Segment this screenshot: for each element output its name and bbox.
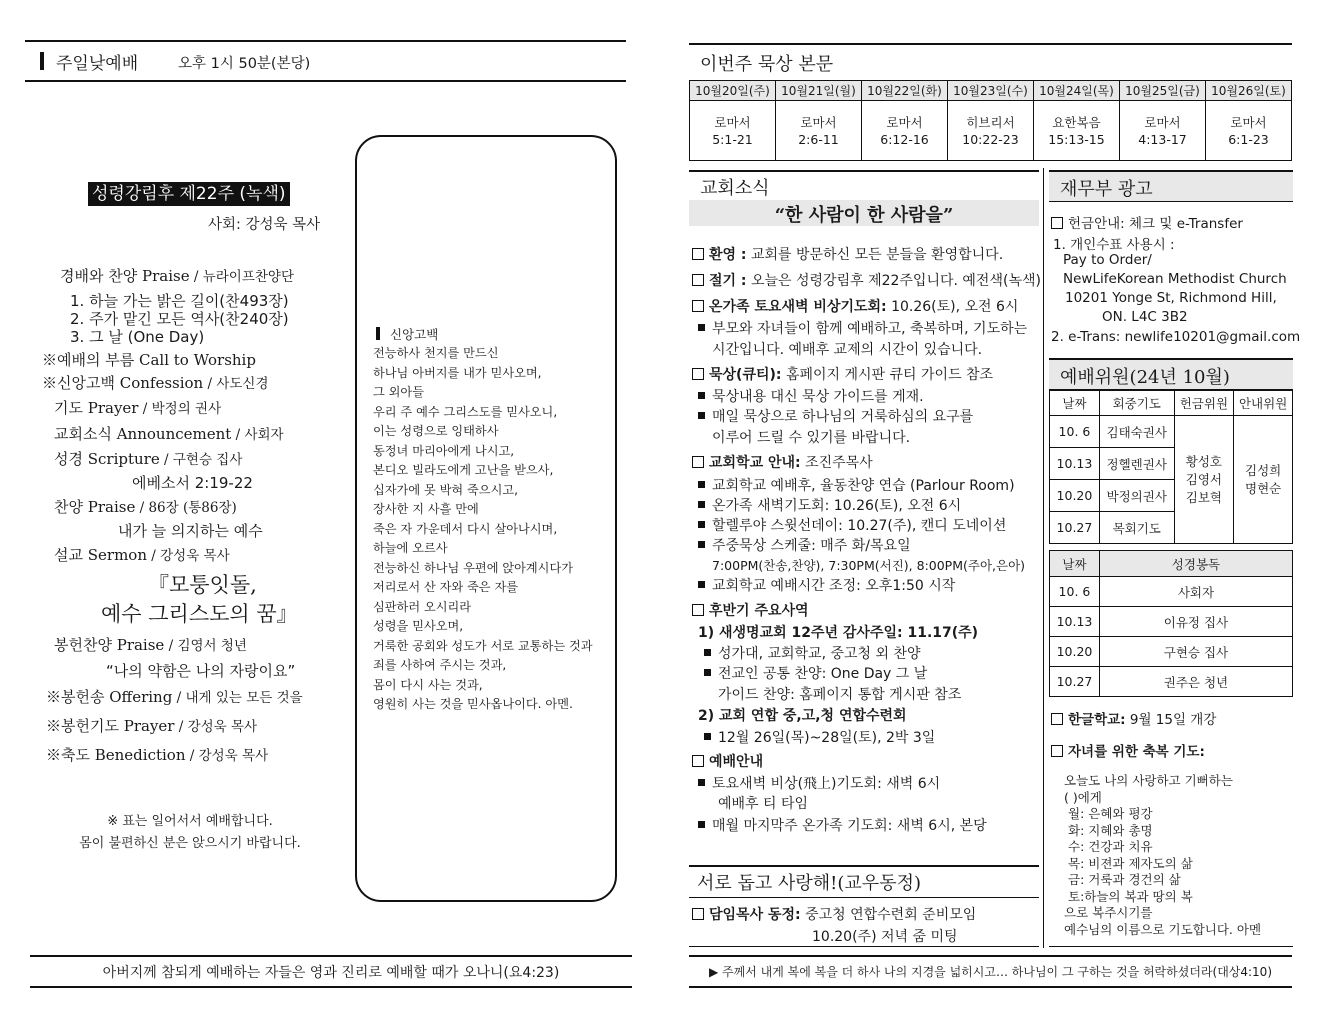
creed-line: 몸이 다시 사는 것과, [373,677,483,692]
creed-line: 저리로서 산 자와 죽은 자를 [373,580,519,594]
news-item: 온가족 새벽기도회: 10.26(토), 오전 6시 [698,495,961,515]
news-school: 교회학교 안내: 조진주목사 [692,452,873,472]
reading-date: 10월23일(수) [948,81,1034,101]
reading-date: 10월21일(월) [776,81,862,101]
child-prayer-title: 자녀를 위한 축복 기도: [1051,740,1205,760]
worship-time: 오후 1시 50분(본당) [178,56,311,72]
finance-line: 10201 Yonge St, Richmond Hill, [1065,290,1277,306]
creed-line: 하나님 아버지를 내가 믿사오며, [373,365,542,380]
creed-line: 동정녀 마리아에게 나시고, [373,443,515,458]
reading-section-title: 이번주 묵상 본문 [700,54,834,75]
news-plan: 후반기 주요사역 [692,600,809,620]
reading-date: 10월22일(화) [862,81,948,101]
reading-passage: 로마서 2:6-11 [776,101,862,161]
creed-line: 십자가에 못 박혀 죽으시고, [373,482,519,497]
child-prayer-line: 오늘도 나의 사랑하고 기뻐하는 [1064,773,1233,788]
creed-line: 영원히 사는 것을 믿사옵나이다. 아멘. [373,697,573,711]
creed-line: 성령을 믿사오며, [373,619,464,633]
reading-date: 10월24일(목) [1034,81,1120,101]
order-hymn: 찬양 Praise / 86장 (통86장) [54,498,237,516]
news-item: 부모와 자녀들이 함께 예배하고, 축복하며, 기도하는 [698,318,1027,338]
news-item: 성가대, 교회학교, 중고청 외 찬양 [704,643,921,663]
finance-line: Pay to Order/ [1063,252,1152,268]
divider [689,946,1039,947]
news-dawn-prayer: 온가족 토요새벽 비상기도회: 10.26(토), 오전 6시 [692,296,1018,316]
child-prayer-line: 목: 비젼과 제자도의 삶 [1068,855,1193,871]
reading-passage: 로마서 6:1-23 [1206,101,1292,161]
reading-date: 10월25일(금) [1120,81,1206,101]
roster-offering-team: 황성호 김영서 김보혁 [1174,416,1234,544]
news-item: 주중묵상 스케줄: 매주 화/목요일 [698,535,911,555]
header-marker [40,52,44,70]
footer-verse: 아버지께 참되게 예배하는 자들은 영과 진리로 예배할 때가 오나니(요4:23) [102,965,560,981]
roster-prayer: 김태숙권사 [1099,416,1174,448]
creed-line: 우리 주 예수 그리스도를 믿사오니, [373,404,558,419]
news-qt: 묵상(큐티): 홈페이지 게시판 큐티 가이드 참조 [692,364,993,384]
korean-school: 한글학교: 9월 15일 개강 [1051,708,1216,728]
creed-box [355,135,617,902]
creed-line: 장사한 지 사흘 만에 [373,502,479,516]
creed-marker [376,327,380,340]
creed-line: 이는 성령으로 잉태하사 [373,424,499,438]
child-prayer-line: 금: 거룩과 경건의 삶 [1068,872,1181,887]
creed-line: 전능하신 하나님 우편에 앉아계시다가 [373,560,573,575]
roster-header: 날짜 [1050,391,1100,416]
order-call: ※예배의 부름 Call to Worship [42,351,256,369]
order-sermon: 설교 Sermon / 강성욱 목사 [54,546,230,564]
divider [689,43,1292,45]
order-scripture: 성경 Scripture / 구현승 집사 [54,450,243,468]
roster-prayer: 목회기도 [1099,512,1174,544]
special-praise-title: “나의 약함은 나의 자랑이요” [106,662,296,680]
presider: 사회: 강성욱 목사 [208,217,321,233]
bible-date: 10.20 [1050,637,1100,667]
reading-passage: 로마서 5:1-21 [690,101,776,161]
order-praise: 경배와 찬양 Praise / 뉴라이프찬양단 [60,267,294,285]
creed-title: 신앙고백 [390,327,439,342]
child-prayer-line: 토:하늘의 복과 땅의 복 [1068,888,1193,904]
roster-usher-team: 김성희 명현순 [1234,416,1293,544]
finance-head: 헌금안내: 체크 및 e-Transfer [1051,212,1243,232]
sermon-title-line: 『모퉁잇돌, [148,573,257,597]
creed-line: 하늘에 오르사 [373,541,448,555]
news-item: 매월 마지막주 온가족 기도회: 새벽 6시, 본당 [698,815,987,835]
divider [25,40,626,42]
reading-passage: 로마서 4:13-17 [1120,101,1206,161]
news-item: 가이드 찬양: 홈페이지 통합 게시판 참조 [718,687,962,703]
child-prayer-line: ( )에게 [1064,789,1102,805]
bible-date: 10. 6 [1050,577,1100,607]
bible-reading-table [1049,550,1293,697]
child-prayer-line: 월: 은혜와 평강 [1068,806,1153,821]
news-item: 2) 교회 연합 중,고,청 연합수련회 [698,708,907,724]
news-banner: “한 사람이 한 사람을” [774,205,954,226]
roster-prayer: 정헬렌권사 [1099,448,1174,480]
reading-passage: 로마서 6:12-16 [862,101,948,161]
reading-passage: 히브리서 10:22-23 [948,101,1034,161]
news-item: 교회학교 예배후, 율동찬양 연습 (Parlour Room) [698,475,1015,495]
season-label: 성령강림후 제22주 (녹색) [88,182,290,206]
news-service: 예배안내 [692,751,763,771]
news-item: 이루어 드릴 수 있기를 바랍니다. [712,430,911,446]
finance-line: NewLifeKorean Methodist Church [1063,271,1287,287]
divider [30,955,632,957]
divider [30,986,632,988]
divider [689,865,1039,867]
reading-date: 10월20일(주) [690,81,776,101]
roster-table [1049,390,1293,544]
creed-line: 전능하사 천지를 만드신 [373,346,499,360]
hymn-list-item: 2. 주가 맡긴 모든 역사(찬240장) [70,310,289,328]
order-offering-prayer: ※봉헌기도 Prayer / 강성욱 목사 [46,717,258,735]
order-benediction: ※축도 Benediction / 강성욱 목사 [46,746,269,764]
roster-date: 10.20 [1050,480,1100,512]
roster-date: 10.27 [1050,512,1100,544]
reading-table [689,80,1292,161]
order-special-praise: 봉헌찬양 Praise / 김영서 청년 [54,636,247,654]
divider [689,897,1039,898]
news-item: 매일 묵상으로 하나님의 거룩하심의 요구를 [698,406,973,426]
news-item: 토요새벽 비상(飛上)기도회: 새벽 6시 [698,773,940,793]
finance-line: 1. 개인수표 사용시 : [1053,237,1175,253]
reading-passage: 요한복음 15:13-15 [1034,101,1120,161]
news-item: 묵상내용 대신 묵상 가이드를 게재. [698,386,924,406]
divider [25,80,626,82]
bible-reader: 이유정 집사 [1099,607,1292,637]
creed-line: 그 외아들 [373,385,424,399]
order-confession: ※신앙고백 Confession / 사도신경 [42,374,269,392]
finance-line: ON. L4C 3B2 [1102,309,1188,325]
roster-header: 헌금위원 [1174,391,1234,416]
creed-line: 죄를 사하여 주시는 것과, [373,658,507,672]
roster-header: 안내위원 [1234,391,1293,416]
standing-note: 몸이 불편하신 분은 앉으시기 바랍니다. [79,836,301,851]
news-item: 1) 새생명교회 12주년 감사주일: 11.17(주) [698,625,979,641]
child-prayer-line: 예수님의 이름으로 기도합니다. 아멘 [1064,921,1262,937]
news-item: 할렐루야 스윗선데이: 10.27(주), 캔디 도네이션 [698,515,1006,535]
news-item: 전교인 공통 찬양: One Day 그 날 [704,663,927,683]
roster-section-title: 예배위원(24년 10월) [1060,367,1230,388]
column-divider [1043,168,1044,948]
news-item: 12월 26일(목)~28일(토), 2박 3일 [704,727,935,747]
fellowship-item: 담임목사 동정: 중고청 연합수련회 준비모임 [692,904,976,924]
footer-verse: ▶ 주께서 내게 복에 복을 더 하사 나의 지경을 넓히시고… 하나님이 그 구하는 것을 허락하셨더라(대상4:10) [708,965,1273,979]
divider [1049,946,1293,947]
reading-date: 10월26일(토) [1206,81,1292,101]
scripture-reference: 에베소서 2:19-22 [132,474,253,492]
hymn-list-item: 1. 하늘 가는 밝은 길이(찬493장) [70,292,289,310]
news-item: 예배후 티 타임 [718,796,809,812]
divider [689,170,1039,172]
roster-header: 회중기도 [1099,391,1174,416]
bible-reader: 사회자 [1099,577,1292,607]
news-item: 교회학교 예배시간 조정: 오후1:50 시작 [698,575,955,595]
bible-reader: 권주은 청년 [1099,667,1292,697]
child-prayer-line: 으로 복주시기를 [1064,905,1153,920]
order-announcement: 교회소식 Announcement / 사회자 [54,425,284,443]
bible-reader: 구현승 집사 [1099,637,1292,667]
roster-date: 10. 6 [1050,416,1100,448]
worship-title: 주일낮예배 [56,54,139,74]
creed-line: 죽은 자 가운데서 다시 살아나시며, [373,521,558,536]
creed-line: 본디오 빌라도에게 고난을 받으사, [373,463,554,477]
child-prayer-line: 수: 건강과 치유 [1068,839,1153,854]
roster-prayer: 박정의권사 [1099,480,1174,512]
creed-line: 심판하러 오시리라 [373,599,472,614]
bible-header: 날짜 [1050,551,1100,577]
hymn-list-item: 3. 그 날 (One Day) [70,328,205,346]
news-season: 절기 : 오늘은 성령강림후 제22주입니다. 예전색(녹색) [692,270,1041,290]
finance-email: 2. e-Trans: newlife10201@gmail.com [1051,329,1301,345]
news-section-title: 교회소식 [700,178,770,199]
divider [689,986,1292,988]
bible-header: 성경봉독 [1099,551,1292,577]
order-offering: ※봉헌송 Offering / 내게 있는 모든 것을 [46,688,303,706]
finance-section-title: 재무부 광고 [1060,179,1153,200]
news-welcome: 환영 : 교회를 방문하신 모든 분들을 환영합니다. [692,244,1003,264]
hymn-title: 내가 늘 의지하는 예수 [118,522,263,540]
standing-note: ※ 표는 일어서서 예배합니다. [107,814,273,829]
divider [689,955,1292,957]
roster-date: 10.13 [1050,448,1100,480]
bible-date: 10.27 [1050,667,1100,697]
news-item: 7:00PM(찬송,찬양), 7:30PM(서진), 8:00PM(주아,은아) [712,558,1026,573]
creed-line: 거룩한 공회와 성도가 서로 교통하는 것과 [373,638,593,653]
fellowship-section-title: 서로 돕고 사랑해!(교우동정) [697,873,921,894]
fellowship-item: 10.20(주) 저녁 줌 미팅 [812,929,958,945]
child-prayer-line: 화: 지혜와 총명 [1068,822,1153,838]
bible-date: 10.13 [1050,607,1100,637]
sermon-title-line: 예수 그리스도의 꿈』 [101,602,298,626]
news-item: 시간입니다. 예배후 교제의 시간이 있습니다. [712,342,983,358]
order-prayer: 기도 Prayer / 박정의 권사 [54,399,222,417]
